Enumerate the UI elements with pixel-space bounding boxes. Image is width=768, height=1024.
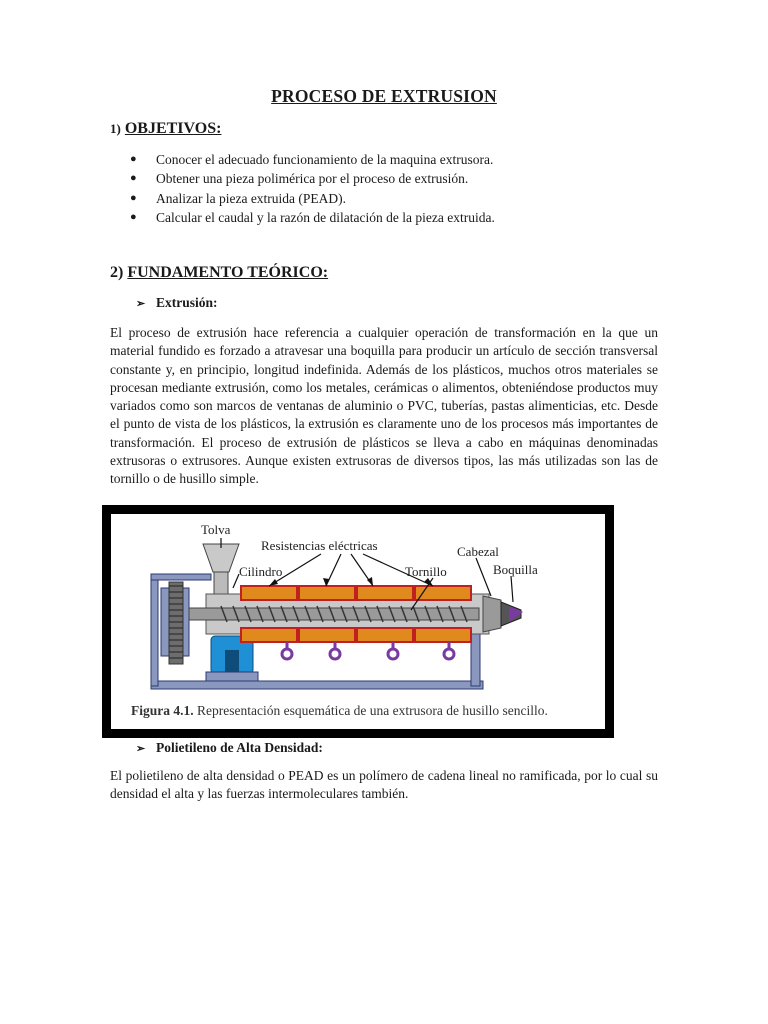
hopper-neck (214, 572, 228, 594)
arrow-bullet-icon: ➢ (136, 298, 146, 310)
motor-core (225, 650, 239, 674)
bullet-icon: ● (130, 172, 137, 185)
section-title: OBJETIVOS: (124, 120, 222, 137)
figure-caption (131, 703, 548, 719)
list-item-text: Conocer el adecuado funcionamiento de la maquina extrusora. (156, 152, 494, 167)
heater-bands-top (241, 586, 471, 600)
bullet-icon: ● (130, 191, 137, 204)
objectives-list (110, 150, 495, 227)
supports (282, 649, 454, 659)
extruder-diagram (111, 514, 605, 729)
bullet-icon: ● (130, 210, 137, 223)
list-item-text: Calcular el caudal y la razón de dilatación de la pieza extruida. (156, 209, 495, 225)
caption-text: Representación esquemática de una extrusora de husillo sencillo. (197, 703, 548, 718)
label-boquilla: Boquilla (493, 562, 538, 577)
head (483, 596, 501, 632)
label-cabezal: Cabezal (457, 544, 499, 559)
subheading-pead (136, 740, 323, 756)
page-title: PROCESO DE EXTRUSION (271, 86, 497, 106)
list-item (110, 169, 495, 188)
bullet-icon: ● (130, 153, 137, 165)
base-rail (151, 681, 483, 689)
section-number: 2) (110, 264, 124, 281)
list-item-text: Obtener una pieza polimérica por el proceso de extrusión. (156, 171, 469, 187)
label-cilindro: Cilindro (239, 564, 283, 579)
section-fundamento-heading (110, 264, 328, 282)
section-title: FUNDAMENTO TEÓRICO: (127, 264, 329, 281)
caption-label: Figura 4.1. (131, 703, 194, 718)
extruder-figure (102, 505, 614, 738)
arrow-bullet-icon: ➢ (136, 743, 146, 755)
list-item (110, 189, 495, 208)
label-tornillo: Tornillo (405, 564, 447, 579)
list-item (110, 208, 495, 227)
motor-base (206, 672, 258, 681)
paragraph-extrusion: El proceso de extrusión hace referencia a cualquier operación de transformación en la que un material fundido es forzado a atravesar una boquilla para producir un artículo de sección transversal constante y, en principio, longitud indefinida. Además de los plásticos, muchos otros materiales se procesan mediante extrusión, como los metales, cerámicas o alimentos, obteniéndose productos muy variados como son marcos de ventanas de aluminio o PVC, tuberías, pastas alimenticias, etc. Desde el punto de vista de los plásticos, la extrusión es claramente uno de los procesos más importantes de transformación. El proceso de extrusión de plásticos se lleva a cabo en máquinas denominadas extrusoras o extrusores. Aunque existen extrusoras de diversos tipos, las más utilizadas son las de tornillo o de husillo simple. (110, 325, 658, 487)
label-resistencias: Resistencias eléctricas (261, 538, 378, 553)
label-tolva: Tolva (201, 522, 231, 537)
paragraph-pead: El polietileno de alta densidad o PEAD es un polímero de cadena lineal no ramificada, por lo cual su densidad el alta y las fuerzas intermoleculares también. (110, 768, 658, 802)
list-item-text: Analizar la pieza extruida (PEAD). (156, 190, 347, 206)
top-frame-bar (151, 574, 211, 580)
list-item (110, 150, 495, 169)
subheading-text: Extrusión: (156, 295, 218, 310)
subheading-extrusion (136, 295, 218, 311)
heater-bands-bottom (241, 628, 471, 642)
figure-canvas (111, 514, 605, 729)
section-objetivos-heading (110, 120, 221, 138)
left-frame-post (151, 574, 158, 686)
section-number: 1) (110, 121, 121, 136)
hopper (203, 544, 239, 572)
subheading-text: Polietileno de Alta Densidad: (156, 740, 323, 755)
